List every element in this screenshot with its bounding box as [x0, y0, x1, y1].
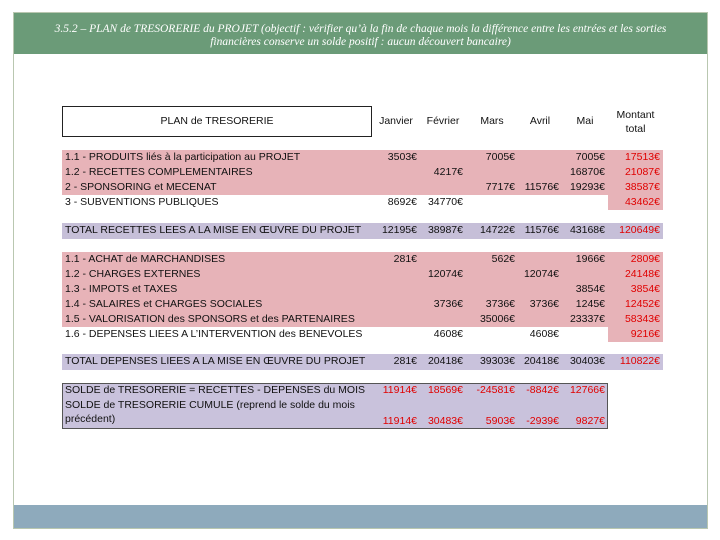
value-cell [372, 312, 420, 327]
month-header: Février [426, 115, 460, 128]
value-cell: 7005€ [485, 151, 515, 163]
value-cell [372, 180, 420, 195]
value-cell: 3503€ [387, 151, 417, 163]
total-cell: 110822€ [608, 354, 663, 370]
total-cell: 9216€ [608, 327, 663, 342]
value-cell: 1245€ [575, 298, 605, 310]
value-cell: 3854€ [575, 283, 605, 295]
value-cell: 4608€ [529, 328, 559, 340]
value-cell: 12074€ [523, 268, 559, 280]
row-label: 1.4 - SALAIRES et CHARGES SOCIALES [65, 298, 263, 310]
value-cell: 11576€ [524, 181, 559, 193]
value-cell [466, 267, 518, 282]
value-cell: 23337€ [569, 313, 605, 325]
row-label: 1.6 - DEPENSES LIEES A L’INTERVENTION des BENEVOLES [65, 328, 363, 340]
total-header-line-2: total [625, 122, 646, 135]
value-cell: 30403€ [569, 355, 605, 367]
value-cell [562, 195, 608, 210]
cumulative-value: 5903€ [485, 415, 515, 427]
header-line-2: financières conserve un solde positif : aucun découvert bancaire) [210, 36, 511, 48]
row-label: 1.3 - IMPOTS et TAXES [65, 283, 178, 295]
value-cell [420, 180, 466, 195]
row-label: 1.2 - RECETTES COMPLEMENTAIRES [65, 166, 253, 178]
value-cell [372, 165, 420, 180]
value-cell: 43168€ [569, 224, 605, 236]
total-cell: 12452€ [608, 297, 663, 312]
value-cell [372, 327, 420, 342]
total-cell: 2809€ [608, 252, 663, 267]
value-cell [518, 165, 562, 180]
total-cell: 38587€ [608, 180, 663, 195]
month-header: Mai [576, 115, 594, 128]
value-cell: 11576€ [524, 224, 559, 236]
total-cell: 17513€ [608, 150, 663, 165]
value-cell: 3736€ [485, 298, 515, 310]
total-header-line-1: Montant [616, 108, 655, 121]
row-label: TOTAL DEPENSES LIEES A LA MISE EN ŒUVRE DU PROJET [65, 355, 366, 367]
value-cell [518, 195, 562, 210]
total-cell: 21087€ [608, 165, 663, 180]
balance-value: 11914€ [382, 384, 417, 396]
value-cell [518, 252, 562, 267]
value-cell: 281€ [393, 355, 417, 367]
value-cell: 39303€ [479, 355, 515, 367]
value-cell [420, 282, 466, 297]
value-cell: 7717€ [485, 181, 515, 193]
value-cell [466, 327, 518, 342]
balance-label: SOLDE de TRESORERIE = RECETTES - DEPENSES du MOIS [65, 384, 366, 396]
table-title: PLAN de TRESORERIE [62, 106, 372, 137]
total-cell: 3854€ [608, 282, 663, 297]
value-cell [518, 282, 562, 297]
balance-value: -8842€ [526, 384, 559, 396]
cumulative-value: 9827€ [575, 415, 605, 427]
header-line-1: 3.5.2 – PLAN de TRESORERIE du PROJET (objectif : vérifier qu’à la fin de chaque mois la différence entre les entrées et les sorties [54, 23, 667, 35]
balance-box [62, 383, 608, 429]
value-cell [420, 150, 466, 165]
total-header [608, 106, 663, 137]
row-label: 3 - SUBVENTIONS PUBLIQUES [65, 196, 219, 208]
month-header: Janvier [379, 115, 413, 128]
row-label: 2 - SPONSORING et MECENAT [65, 181, 217, 193]
value-cell: 12074€ [427, 268, 463, 280]
total-cell: 24148€ [608, 267, 663, 282]
month-header: Avril [529, 115, 551, 128]
value-cell: 19293€ [569, 181, 605, 193]
total-cell: 58343€ [608, 312, 663, 327]
row-label: TOTAL RECETTES LEES A LA MISE EN ŒUVRE DU PROJET [65, 224, 362, 236]
value-cell: 35006€ [479, 313, 515, 325]
value-cell: 281€ [393, 253, 417, 265]
cumulative-label-line-1: SOLDE de TRESORERIE CUMULE (reprend le solde du mois [65, 399, 355, 411]
value-cell: 20418€ [523, 355, 559, 367]
value-cell: 20418€ [427, 355, 463, 367]
row-label: 1.1 - ACHAT de MARCHANDISES [65, 253, 226, 265]
value-cell [372, 282, 420, 297]
value-cell: 562€ [491, 253, 515, 265]
value-cell: 34770€ [427, 196, 463, 208]
value-cell: 1966€ [575, 253, 605, 265]
row-label: 1.2 - CHARGES EXTERNES [65, 268, 201, 280]
slide-footer [14, 505, 707, 528]
value-cell [466, 195, 518, 210]
value-cell [562, 327, 608, 342]
cumulative-value: 11914€ [382, 415, 417, 427]
value-cell [466, 282, 518, 297]
value-cell [372, 267, 420, 282]
value-cell [562, 267, 608, 282]
value-cell [466, 165, 518, 180]
balance-value: -24581€ [476, 384, 515, 396]
value-cell [420, 252, 466, 267]
cumulative-label-line-2: précédent) [65, 413, 116, 425]
value-cell: 3736€ [529, 298, 559, 310]
balance-value: 18569€ [427, 384, 463, 396]
value-cell [518, 150, 562, 165]
balance-value: 12766€ [569, 384, 605, 396]
slide-header [14, 13, 707, 54]
cumulative-value: -2939€ [526, 415, 559, 427]
value-cell: 16870€ [569, 166, 605, 178]
value-cell [420, 312, 466, 327]
value-cell: 4608€ [433, 328, 463, 340]
total-cell: 43462€ [608, 195, 663, 210]
value-cell: 3736€ [433, 298, 463, 310]
value-cell: 14722€ [479, 224, 515, 236]
value-cell [372, 297, 420, 312]
value-cell [518, 312, 562, 327]
cumulative-value: 30483€ [427, 415, 463, 427]
value-cell: 7005€ [575, 151, 605, 163]
row-label: 1.5 - VALORISATION des SPONSORS et des PARTENAIRES [65, 313, 355, 325]
total-cell: 120649€ [608, 223, 663, 239]
row-label: 1.1 - PRODUITS liés à la participation au PROJET [65, 151, 301, 163]
value-cell: 8692€ [387, 196, 417, 208]
value-cell: 4217€ [433, 166, 463, 178]
value-cell: 12195€ [381, 224, 417, 236]
value-cell: 38987€ [427, 224, 463, 236]
month-header: Mars [480, 115, 504, 128]
